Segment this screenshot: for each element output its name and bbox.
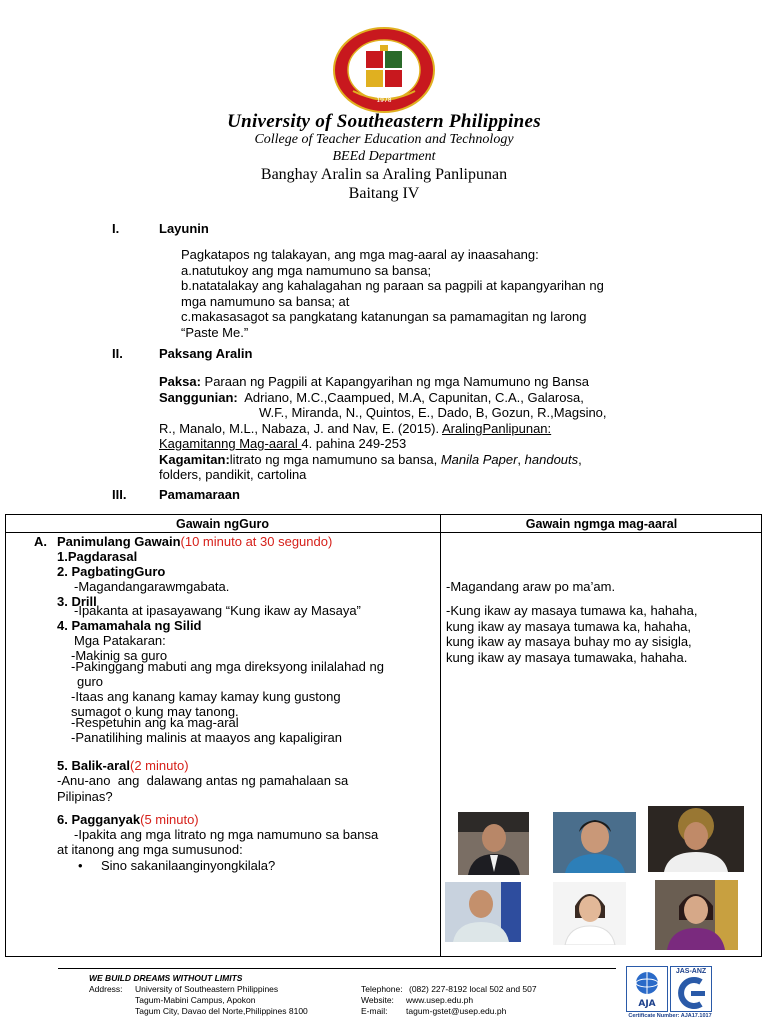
question-line: -Anu-ano ang dalawang antas ng pamahalaan sa [57, 773, 349, 788]
objectives-block [181, 247, 701, 340]
email-link[interactable]: tagum-gstet@usep.edu.ph [406, 1006, 507, 1016]
page-reference: 4. pahina 249-253 [301, 436, 407, 451]
leader-photo [655, 880, 738, 950]
leader-photo [553, 812, 636, 873]
kagamitan-text: , [578, 451, 582, 467]
paksa-label: Paksa: [159, 374, 201, 389]
table-header-teacher: Gawain ngGuro [175, 517, 270, 531]
rule-item: -Respetuhin ang ka mag-aral [71, 715, 239, 730]
song-line: kung ikaw ay masaya tumawa ka, hahaha, [446, 618, 691, 634]
subject-matter-block [159, 374, 699, 483]
motivation-text: -Ipakita ang mga litrato ng mga namumuno sa bansa [74, 827, 379, 842]
kagamitan-text: Manila Paper [440, 451, 518, 467]
activity-a-title [57, 534, 437, 550]
kagamitan-label: Kagamitan: [159, 451, 230, 467]
book-title: AralingPanlipunan: [442, 420, 552, 436]
song-line: kung ikaw ay masaya tumawaka, hahaha. [446, 649, 688, 665]
step-name: 5. Balik-aral [57, 758, 130, 773]
sanggunian-line [159, 421, 699, 437]
table-column-divider [440, 514, 441, 957]
kagamitan-line [159, 452, 699, 468]
step-2-text: -Magandangarawmgabata. [74, 579, 230, 594]
step-3: 3. Drill [57, 594, 97, 609]
section-3-number: III. [112, 487, 127, 502]
leader-photo [445, 882, 521, 942]
student-response: -Magandang araw po ma’am. [446, 579, 616, 594]
section-1-number: I. [112, 221, 120, 236]
section-3-title: Pamamaraan [159, 487, 240, 502]
activity-a-label [34, 534, 47, 550]
telephone-label: Telephone: [361, 984, 403, 994]
sanggunian-line: W.F., Miranda, N., Quintos, E., Dado, B, Gozun, R.,Magsino, [259, 405, 607, 420]
step-2: 2. PagbatingGuro [57, 564, 166, 579]
song-line: -Kung ikaw ay masaya tumawa ka, hahaha, [446, 603, 698, 618]
section-2-number: II. [112, 346, 123, 361]
aja-badge-text: AJA [638, 999, 656, 1009]
leader-photo [648, 806, 744, 872]
step-4: 4. Pamamahala ng Silid [57, 618, 202, 633]
telephone-value: (082) 227-8192 local 502 and 507 [409, 984, 537, 994]
jas-anz-badge [670, 966, 712, 1012]
book-title: Kagamitanng Mag-aaral [159, 436, 302, 451]
aja-globe-icon [627, 967, 667, 1011]
aja-cert-badge [626, 966, 668, 1012]
step-time: (2 minuto) [130, 758, 189, 773]
address-line: Tagum-Mabini Campus, Apokon [135, 995, 256, 1005]
kagamitan-text: , [517, 451, 525, 467]
lesson-plan-title: Banghay Aralin sa Araling Panlipunan [260, 166, 508, 183]
rule-item-cont: sumagot o kung may tanong. [71, 704, 239, 719]
bullet-icon: • [78, 858, 83, 873]
objective-line: a.natutukoy ang mga namumuno sa bansa; [181, 262, 432, 278]
certificate-number: Certificate Number: AJA17.1017 [628, 1013, 712, 1019]
question-line: Pilipinas? [57, 788, 113, 804]
sanggunian-text: R., Manalo, M.L., Nabaza, J. and Nav, E. (2015). [159, 420, 443, 436]
objective-line: Pagkatapos ng talakayan, ang mga mag-aaral ay inaasahang: [181, 247, 539, 262]
jas-anz-text: JAS-ANZ [675, 968, 707, 975]
email-label: E-mail: [361, 1006, 388, 1016]
address-label: Address: [89, 984, 123, 994]
kagamitan-line: folders, pandikit, cartolina [159, 467, 307, 482]
paksa-text: Paraan ng Pagpili at Kapangyarihan ng mga Namumuno ng Bansa [200, 374, 590, 389]
activity-time: (10 minuto at 30 segundo) [180, 534, 333, 549]
university-name: University of Southeastern Philippines [227, 111, 541, 132]
song-line: kung ikaw ay masaya buhay mo ay sisigla, [446, 634, 692, 649]
footer-slogan: WE BUILD DREAMS WITHOUT LIMITS [89, 973, 243, 983]
objective-line: mga namumuno sa bansa; at [181, 293, 350, 309]
step-name: 6. Pagganyak [57, 812, 141, 827]
university-seal [333, 27, 435, 113]
objective-line: “Paste Me.” [181, 324, 249, 340]
footer-divider [58, 968, 616, 969]
review-question [57, 773, 437, 804]
step-3-text: -Ipakanta at ipasayawang “Kung ikaw ay Masaya” [74, 603, 361, 618]
step-time: (5 minuto) [140, 812, 199, 827]
motivation-question: Sino sakanilaanginyongkilala? [101, 858, 276, 873]
objective-line: b.natatalakay ang kahalagahan ng paraan sa pagpili at kapangyarihan ng [181, 278, 604, 293]
address-line: Tagum City, Davao del Norte,Philippines 8100 [135, 1006, 308, 1016]
rule-item: -Itaas ang kanang kamay kamay kung gustong [71, 689, 341, 704]
activity-name: Panimulang Gawain [57, 534, 181, 549]
objective-line: c.makasasagot sa pangkatang katanungan sa pamamagitan ng larong [181, 309, 587, 324]
section-1-title: Layunin [159, 221, 209, 236]
kagamitan-text: litrato ng mga namumuno sa bansa, [229, 451, 441, 467]
seal-year: 1978 [376, 97, 392, 104]
website-link[interactable]: www.usep.edu.ph [406, 995, 474, 1005]
address-line: University of Southeastern Philippines [135, 984, 279, 994]
sanggunian-text: Adriano, M.C.,Caampued, M.A, Capunitan, C.A., Galarosa, [237, 389, 584, 405]
kagamitan-text: handouts [524, 451, 579, 467]
sanggunian-label: Sanggunian: [159, 389, 238, 405]
rule-item: -Panatilihing malinis at maayos ang kapaligiran [71, 730, 342, 745]
leader-photo [458, 812, 529, 875]
step-6 [57, 812, 199, 828]
motivation-text: at itanong ang mga sumusunod: [57, 842, 243, 857]
step-5 [57, 758, 189, 774]
leader-photo [553, 882, 626, 945]
rule-item-cont: guro [77, 674, 104, 689]
rule-item: -Makinig sa guro [71, 648, 168, 663]
rules-heading: Mga Patakaran: [74, 633, 166, 648]
section-2-title: Paksang Aralin [159, 346, 253, 361]
rule-item: -Pakinggang mabuti ang mga direksyong inilalahad ng [71, 659, 384, 674]
step-1: 1.Pagdarasal [57, 549, 138, 564]
student-song [446, 603, 758, 665]
website-label: Website: [361, 995, 394, 1005]
grade-level: Baitang IV [348, 185, 420, 202]
activity-letter: A. [34, 534, 47, 549]
sanggunian-line [159, 436, 699, 452]
sanggunian-line [159, 390, 699, 406]
college-name: College of Teacher Education and Technology [254, 132, 514, 147]
department-name: BEEd Department [332, 149, 436, 164]
address-block [135, 984, 355, 1017]
paksa-line [159, 374, 699, 390]
jas-anz-logo-icon [671, 976, 711, 1010]
table-header-students: Gawain ngmga mag-aaral [525, 517, 678, 531]
table-header-divider [5, 532, 762, 533]
